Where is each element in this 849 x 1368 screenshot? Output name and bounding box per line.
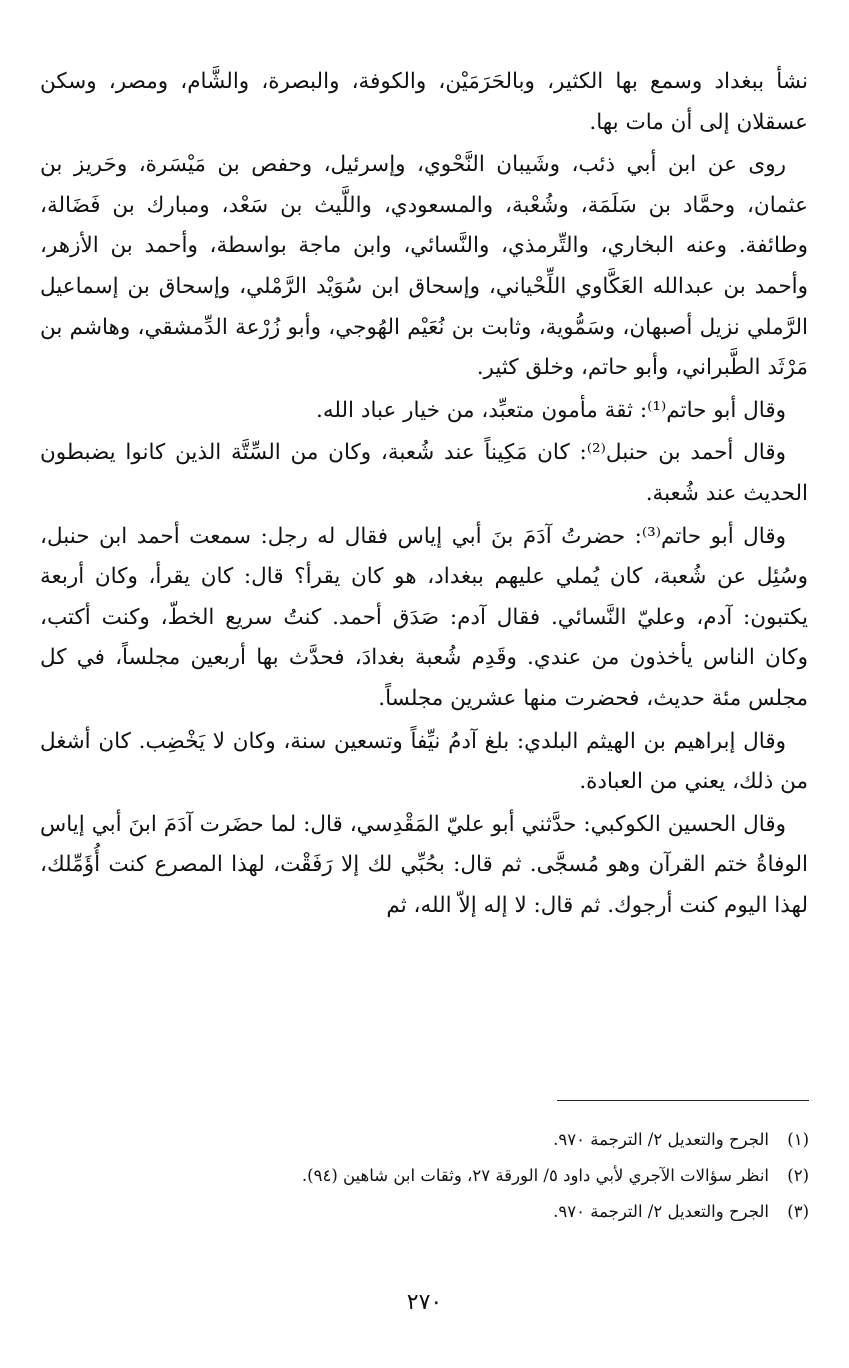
footnote-divider [557, 1100, 809, 1101]
paragraph: روى عن ابن أبي ذئب، وشَيبان النَّحْوي، وإسرئيل، وحفص بن مَيْسَرة، وحَريز بن عثمان، وحمَّاد بن سَلَمَة، وشُعْبة، والمسعودي، واللَّيث بن سَعْد، ومبارك بن فَضَالة، وطائفة. وعنه البخاري، والتِّرمذي، والنَّسائي، وابن ماجة بواسطة، وأحمد بن الأزهر، وأحمد بن عبدالله العَكَّاوي اللِّحْياني، وإسحاق ابن سُوَيْد الرَّمْلي، وإسحاق بن إسماعيل الرَّملي نزيل أصبهان، وسَمُّوية، وثابت بن نُعَيْم الهُوجي، وأبو زُرْعة الدِّمشقي، وهاشم بن مَرْثَد الطَّبراني، وأبو حاتم، وخلق كثير. [40, 152, 808, 381]
paragraph: وقال أبو حاتم⁽³⁾: حضرتُ آدَمَ بنَ أبي إياس فقال له رجل: سمعت أحمد ابن حنبل، وسُئِل عن شُعبة، كان يُملي عليهم ببغداد، هو كان يقرأ؟ قال: كان يقرأ، وكان أربعة يكتبون: آدم، وعليّ النَّسائي. فقال آدم: صَدَق أحمد. كنتُ سريع الخطّ، وكنت أكتب، وكان الناس يأخذون من عندي. وقَدِم شُعبة بغدادَ، فحدَّث بها أربعين مجلساً، في كل مجلس مئة حديث، فحضرت منها عشرين مجلساً. [40, 523, 808, 711]
paragraph: وقال أبو حاتم⁽¹⁾: ثقة مأمون متعبِّد، من خيار عباد الله. [316, 397, 786, 423]
footnote-text: الجرح والتعديل ٢/ الترجمة ٩٧٠. [553, 1202, 769, 1221]
footnote-text: انظر سؤالات الآجري لأبي داود ٥/ الورقة ٢٧، وثقات ابن شاهين (٩٤). [301, 1166, 769, 1185]
page-number: ٢٧٠ [406, 1290, 443, 1315]
paragraph: وقال الحسين الكوكبي: حدَّثني أبو عليّ المَقْدِسي، قال: لما حضَرت آدَمَ ابنَ أبي إياس الوفاةُ ختم القرآن وهو مُسجَّى. ثم قال: بحُبِّي لك إلا رَفَقْت، لهذا المصرع كنت أُؤَمِّلك، لهذا اليوم كنت أرجوك. ثم قال: لا إله إلاّ الله، ثم [40, 811, 808, 918]
paragraph: وقال إبراهيم بن الهيثم البلدي: بلغ آدمُ نيِّفاً وتسعين سنة، وكان لا يَخْضِب. كان أشغل من ذلك، يعني من العبادة. [40, 728, 808, 795]
paragraph: وقال أحمد بن حنبل⁽²⁾: كان مَكِيناً عند شُعبة، وكان من السِّتَّة الذين كانوا يضبطون الحديث عند شُعبة. [40, 440, 808, 506]
footnote-number: (٢) [787, 1166, 809, 1185]
footnotes [41, 1122, 809, 1230]
footnote [41, 1194, 809, 1230]
footnote [41, 1122, 809, 1158]
page-body [40, 62, 808, 928]
paragraph: نشأ ببغداد وسمع بها الكثير، وبالحَرَمَيْن، والكوفة، والبصرة، والشَّام، ومصر، وسكن عسقلان إلى أن مات بها. [40, 69, 808, 135]
footnote [41, 1158, 809, 1194]
footnote-number: (٣) [787, 1202, 809, 1221]
footnote-number: (١) [787, 1130, 809, 1149]
body-text [40, 62, 808, 926]
footnote-text: الجرح والتعديل ٢/ الترجمة ٩٧٠. [553, 1130, 769, 1149]
